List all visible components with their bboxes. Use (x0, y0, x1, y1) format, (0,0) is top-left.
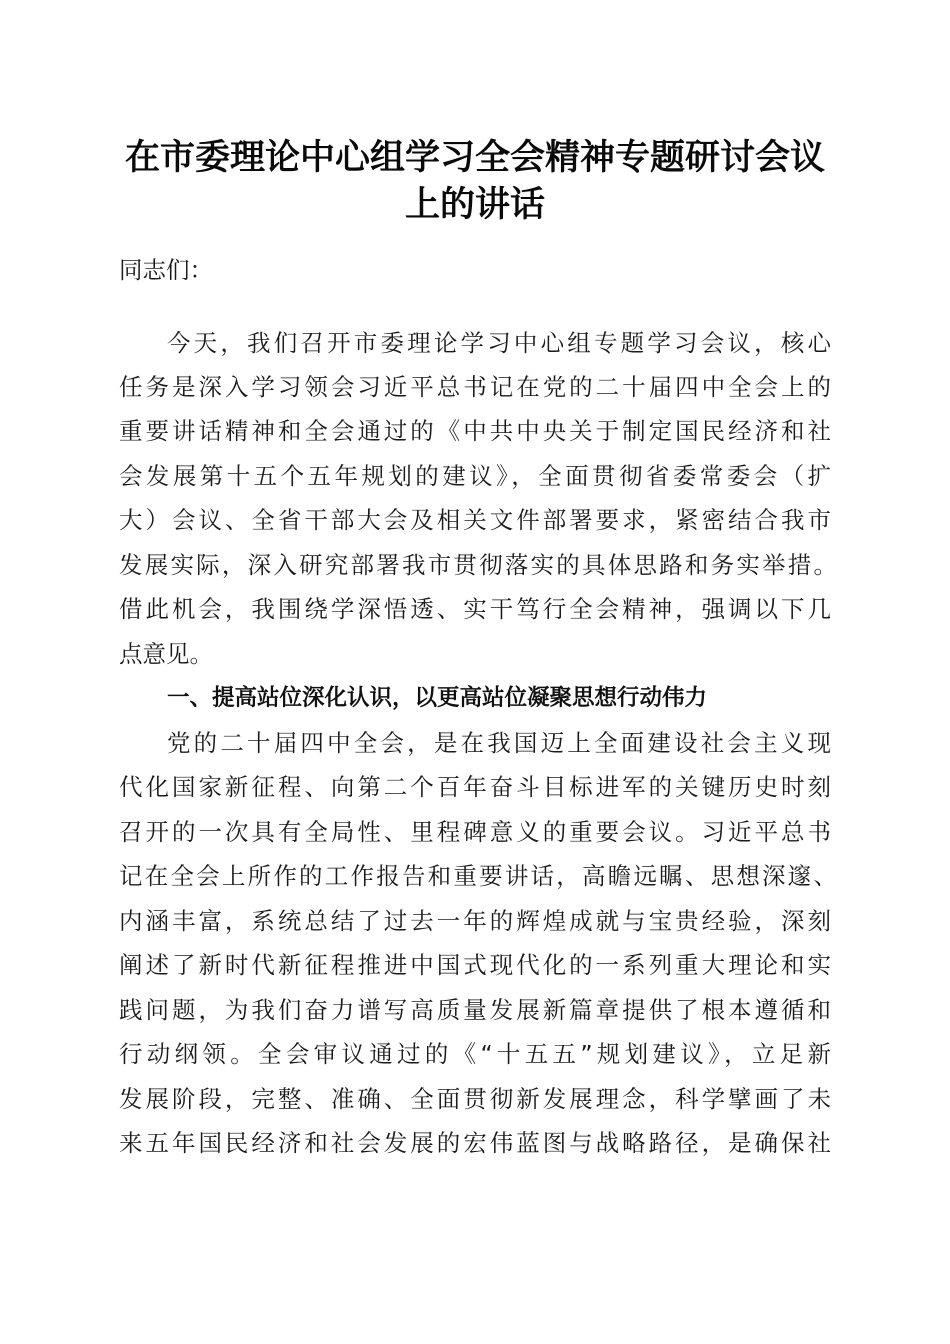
paragraph-1-line: 借此机会，我围绕学深悟透、实干笃行全会精神，强调以下几 (119, 595, 831, 623)
document-title-line-1: 在市委理论中心组学习全会精神专题研讨会议 (124, 137, 825, 178)
section-1-paragraph-line: 发展阶段，完整、准确、全面贯彻新发展理念，科学擘画了未 (119, 1085, 831, 1113)
greeting: 同志们： (119, 256, 213, 284)
section-1-paragraph-line: 来五年国民经济和社会发展的宏伟蓝图与战略路径，是确保社 (119, 1129, 831, 1157)
section-1-paragraph-line: 代化国家新征程、向第二个百年奋斗目标进军的关键历史时刻 (119, 773, 831, 801)
paragraph-1-line: 发展实际，深入研究部署我市贯彻落实的具体思路和务实举措。 (119, 551, 837, 579)
section-1-paragraph-line: 内涵丰富，系统总结了过去一年的辉煌成就与宝贵经验，深刻 (119, 907, 831, 935)
section-1-paragraph-line: 行动纲领。全会审议通过的《“十五五”规划建议》，立足新 (119, 1040, 831, 1068)
paragraph-1-line: 点意见。 (119, 640, 213, 668)
paragraph-1-line: 今天，我们召开市委理论学习中心组专题学习会议，核心 (167, 329, 831, 357)
paragraph-1-line: 重要讲话精神和全会通过的《中共中央关于制定国民经济和社 (119, 417, 831, 445)
paragraph-1-line: 会发展第十五个五年规划的建议》，全面贯彻省委常委会（扩 (119, 462, 831, 490)
section-1-paragraph-line: 践问题，为我们奋力谱写高质量发展新篇章提供了根本遵循和 (119, 996, 831, 1024)
section-1-paragraph-line: 党的二十届四中全会，是在我国迈上全面建设社会主义现 (167, 729, 831, 757)
paragraph-1-line: 任务是深入学习领会习近平总书记在党的二十届四中全会上的 (119, 373, 831, 401)
paragraph-1-line: 大）会议、全省干部大会及相关文件部署要求，紧密结合我市 (119, 506, 831, 534)
section-heading-1: 一、提高站位深化认识，以更高站位凝聚思想行动伟力 (167, 685, 708, 711)
section-1-paragraph-line: 记在全会上所作的工作报告和重要讲话，高瞻远瞩、思想深邃、 (119, 862, 837, 890)
section-1-paragraph-line: 阐述了新时代新征程推进中国式现代化的一系列重大理论和实 (119, 951, 831, 979)
section-1-paragraph-line: 召开的一次具有全局性、里程碑意义的重要会议。习近平总书 (119, 818, 831, 846)
document-title-line-2: 上的讲话 (404, 184, 545, 225)
